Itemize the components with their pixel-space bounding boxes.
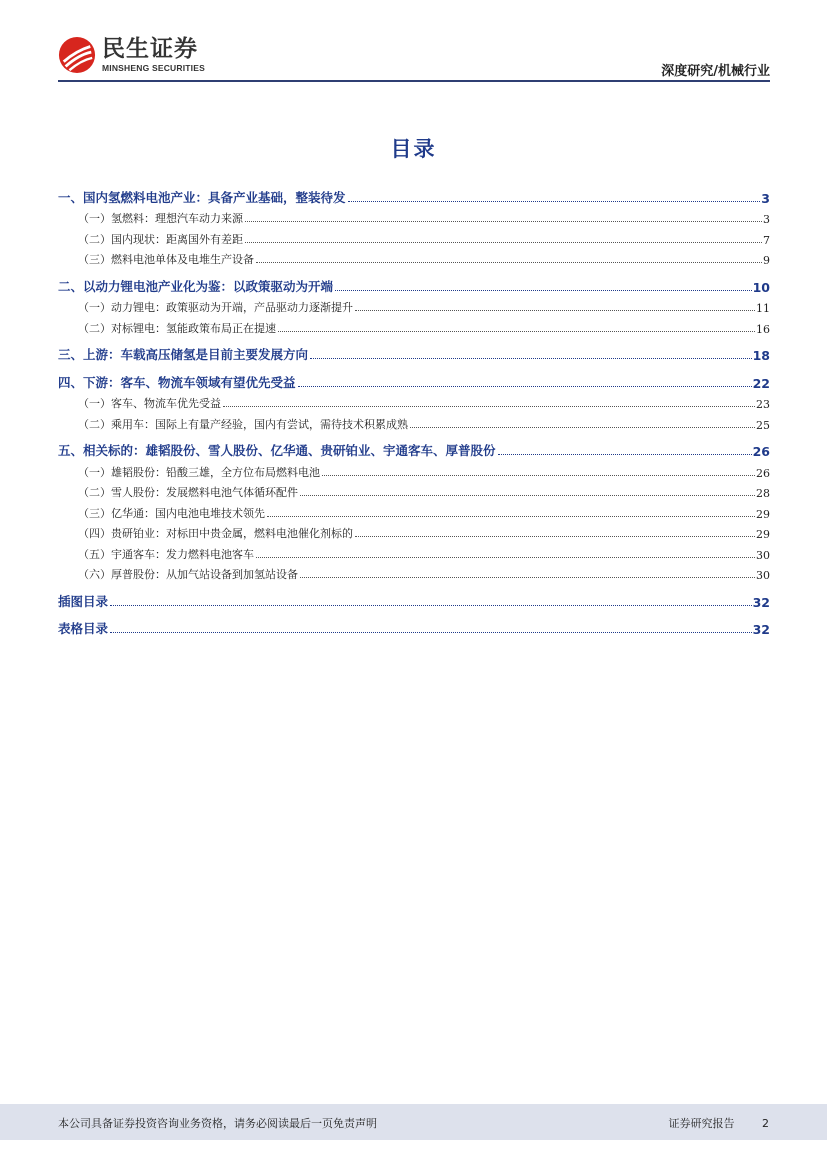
footer-disclaimer: 本公司具备证券投资咨询业务资格，请务必阅读最后一页免责声明	[58, 1117, 377, 1130]
toc-section-entry[interactable]	[58, 610, 770, 638]
logo-chinese-name: 民生证券	[102, 35, 198, 62]
toc-entry-label: （三）亿华通：国内电池电堆技术领先	[78, 506, 265, 520]
toc-entry-page: 7	[763, 233, 770, 247]
toc-section-entry[interactable]	[58, 582, 770, 610]
toc-subsection-entry[interactable]	[58, 391, 770, 412]
toc-leader-dots	[310, 358, 752, 359]
toc-entry-page: 16	[756, 322, 770, 336]
report-category: 深度研究/机械行业	[661, 64, 770, 79]
toc-entry-label: 二、以动力锂电池产业化为鉴：以政策驱动为开端	[58, 278, 334, 294]
toc-subsection-entry[interactable]	[58, 541, 770, 562]
toc-subsection-entry[interactable]	[58, 562, 770, 583]
toc-heading: 目录	[390, 137, 437, 161]
toc-subsection-entry[interactable]	[58, 247, 770, 268]
toc-entry-page: 3	[761, 190, 770, 206]
toc-entry-page: 29	[756, 528, 770, 541]
toc-leader-dots	[410, 427, 755, 428]
toc-section-entry[interactable]	[58, 336, 770, 364]
toc-leader-dots	[335, 290, 752, 291]
toc-entry-page: 32	[752, 594, 770, 610]
toc-entry-label: （二）雪人股份：发展燃料电池气体循环配件	[78, 486, 298, 499]
toc-entry-label: （六）厚普股份：从加气站设备到加氢站设备	[78, 568, 298, 581]
toc-entry-label: 一、国内氢燃料电池产业：具备产业基础，整装待发	[58, 189, 346, 205]
toc-leader-dots	[267, 516, 755, 517]
header-divider	[58, 80, 770, 82]
toc-entry-label: （一）雄韬股份：铅酸三雄，全方位布局燃料电池	[78, 465, 320, 479]
toc-leader-dots	[348, 201, 761, 202]
toc-entry-label: 三、上游：车载高压储氢是目前主要发展方向	[58, 347, 309, 362]
toc-subsection-entry[interactable]	[58, 500, 770, 521]
toc-entry-label: （一）动力锂电：政策驱动为开端，产品驱动力逐渐提升	[78, 301, 353, 314]
table-of-contents	[58, 178, 770, 637]
minsheng-logo-icon	[58, 36, 96, 74]
toc-entry-page: 18	[752, 348, 770, 363]
toc-section-entry[interactable]	[58, 432, 770, 460]
toc-leader-dots	[498, 454, 752, 455]
toc-leader-dots	[256, 262, 762, 263]
toc-entry-label: 表格目录	[58, 621, 109, 636]
toc-section-entry[interactable]	[58, 363, 770, 391]
toc-entry-page: 30	[756, 569, 770, 582]
toc-leader-dots	[355, 310, 755, 311]
footer-right	[645, 1115, 770, 1131]
toc-entry-page: 32	[752, 622, 770, 637]
toc-entry-page: 25	[756, 418, 770, 432]
toc-entry-page: 9	[763, 254, 770, 267]
toc-entry-label: 插图目录	[58, 593, 109, 609]
page-header	[58, 36, 770, 82]
toc-leader-dots	[355, 536, 755, 537]
toc-leader-dots	[110, 632, 752, 633]
toc-entry-page: 10	[752, 279, 770, 295]
toc-entry-label: （一）氢燃料：理想汽车动力来源	[78, 212, 243, 225]
toc-entry-page: 26	[752, 444, 770, 459]
toc-entry-page: 26	[756, 466, 770, 480]
page-number: 2	[762, 1117, 769, 1130]
toc-entry-label: 四、下游：客车、物流车领域有望优先受益	[58, 374, 296, 390]
toc-subsection-entry[interactable]	[58, 206, 770, 227]
toc-leader-dots	[298, 386, 752, 387]
toc-subsection-entry[interactable]	[58, 226, 770, 247]
company-logo	[58, 36, 205, 74]
toc-section-entry[interactable]	[58, 178, 770, 206]
toc-entry-page: 3	[763, 213, 770, 226]
toc-entry-label: （四）贵研铂业：对标田中贵金属，燃料电池催化剂标的	[78, 527, 353, 540]
toc-entry-page: 22	[752, 375, 770, 391]
toc-section-entry[interactable]	[58, 267, 770, 295]
toc-subsection-entry[interactable]	[58, 480, 770, 501]
logo-english-name: MINSHENG SECURITIES	[102, 62, 205, 73]
toc-subsection-entry[interactable]	[58, 295, 770, 316]
toc-entry-label: （三）燃料电池单体及电堆生产设备	[78, 253, 254, 266]
toc-entry-page: 28	[756, 487, 770, 500]
toc-entry-label: （二）国内现状：距离国外有差距	[78, 232, 243, 246]
toc-leader-dots	[322, 475, 755, 476]
toc-entry-page: 30	[756, 548, 770, 562]
toc-leader-dots	[300, 577, 755, 578]
toc-entry-page: 29	[756, 507, 770, 521]
toc-entry-label: （一）客车、物流车优先受益	[78, 397, 221, 410]
toc-entry-page: 11	[756, 302, 770, 315]
footer-report-label: 证券研究报告	[668, 1117, 735, 1130]
toc-leader-dots	[245, 242, 762, 243]
toc-entry-page: 23	[756, 398, 770, 411]
toc-subsection-entry[interactable]	[58, 315, 770, 336]
toc-leader-dots	[256, 557, 755, 558]
toc-leader-dots	[110, 605, 752, 606]
toc-subsection-entry[interactable]	[58, 521, 770, 542]
toc-subsection-entry[interactable]	[58, 411, 770, 432]
page-footer	[0, 1104, 827, 1140]
toc-entry-label: （二）对标锂电：氢能政策布局正在提速	[78, 321, 276, 335]
toc-leader-dots	[245, 221, 762, 222]
toc-entry-label: 五、相关标的：雄韬股份、雪人股份、亿华通、贵研铂业、宇通客车、厚普股份	[58, 443, 496, 458]
toc-leader-dots	[300, 495, 755, 496]
toc-leader-dots	[278, 331, 755, 332]
toc-entry-label: （二）乘用车：国际上有量产经验，国内有尝试，需待技术积累成熟	[78, 417, 408, 431]
toc-subsection-entry[interactable]	[58, 459, 770, 480]
toc-entry-label: （五）宇通客车：发力燃料电池客车	[78, 547, 254, 561]
toc-leader-dots	[223, 406, 755, 407]
